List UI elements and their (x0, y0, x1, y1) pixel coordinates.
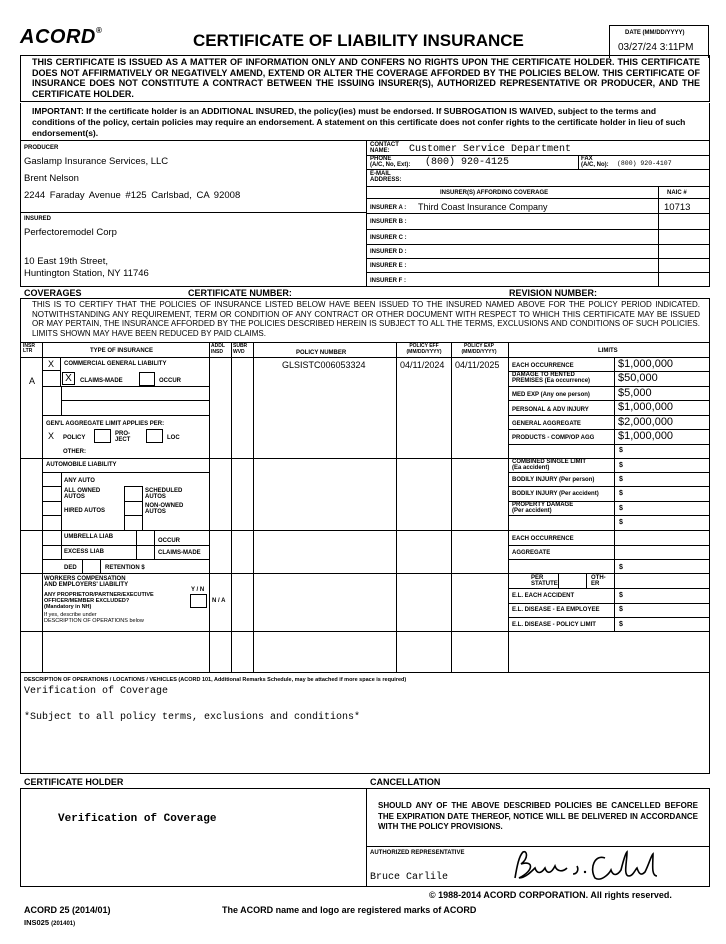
retention-label: RETENTION $ (105, 565, 145, 571)
gl-other-label: OTHER: (63, 449, 86, 455)
gl-personal-adv-label: PERSONAL & ADV INJURY (512, 407, 589, 413)
authorized-rep-name: Bruce Carlile (370, 872, 449, 883)
umbrella-claims-label: CLAIMS-MADE (158, 550, 201, 556)
holder-value: Verification of Coverage (58, 813, 217, 825)
page-title: CERTIFICATE OF LIABILITY INSURANCE (193, 31, 524, 50)
important-text: IMPORTANT: If the certificate holder is an ADDITIONAL INSURED, the policy(ies) must be endorsed. If SUBROGATION IS WAIVED, subject to the terms and conditions of the policy, certain policies may require an endorsement. A statement on this certificate does not confer rights to the certificate holder in lieu of such endorsement(s). (32, 106, 686, 138)
producer-address: 2244 Faraday Avenue #125 Carlsbad, CA 92008 (24, 190, 241, 201)
gl-occur-checkbox[interactable] (139, 372, 155, 386)
excess-label: EXCESS LIAB (64, 549, 105, 555)
description-label: DESCRIPTION OF OPERATIONS / LOCATIONS / VEHICLES (ACORD 101, Additional Remarks Schedule, may be attached if more space is required) (24, 677, 407, 683)
revision-number-label: REVISION NUMBER: (509, 288, 598, 298)
insurers-header: INSURER(S) AFFORDING COVERAGE (440, 190, 549, 196)
gl-policy-label: POLICY (63, 435, 86, 441)
certificate-number-label: CERTIFICATE NUMBER: (188, 288, 292, 298)
auto-non-owned-label: NON-OWNED AUTOS (145, 503, 184, 515)
addl-header: ADDL INSD (211, 343, 225, 355)
insured-address-1: 10 East 19th Street, (24, 256, 108, 267)
auto-bi-accident-label: BODILY INJURY (Per accident) (512, 491, 599, 497)
gl-med-exp-value: $5,000 (618, 387, 652, 399)
auto-extra-value: $ (619, 519, 623, 526)
authorized-rep-label: AUTHORIZED REPRESENTATIVE (370, 850, 465, 856)
cancellation-label: CANCELLATION (370, 777, 441, 787)
gl-general-aggregate-value: $2,000,000 (618, 416, 674, 428)
ins-code: INS025 (201401) (24, 918, 76, 927)
auto-title: AUTOMOBILE LIABILITY (46, 462, 117, 468)
auto-hired-label: HIRED AUTOS (64, 508, 106, 514)
phone-label: PHONE (A/C, No, Ext): (370, 156, 411, 168)
wc-excluded-checkbox[interactable] (190, 594, 207, 608)
umbrella-occur-label: OCCUR (158, 538, 180, 544)
insr-ltr-header: INSR LTR (23, 343, 35, 354)
wc-yn-label: Y / N (191, 587, 205, 593)
gl-personal-adv-value: $1,000,000 (618, 401, 674, 413)
umbrella-extra-value: $ (619, 564, 623, 571)
insurer-a-naic: 10713 (664, 202, 691, 213)
registered-marks: The ACORD name and logo are registered marks of ACORD (222, 905, 477, 915)
insurer-d-label: INSURER D : (370, 249, 407, 255)
auto-any-label: ANY AUTO (64, 478, 95, 484)
gl-eff-date: 04/11/2024 (400, 360, 445, 370)
auto-scheduled-label: SCHEDULED AUTOS (145, 488, 183, 500)
form-number: ACORD 25 (2014/01) (24, 905, 111, 915)
wc-question: ANY PROPRIETOR/PARTNER/EXECUTIVE OFFICER/MEMBER EXCLUDED? (Mandatory in NH) If yes, describe under DESCRIPTION OF OPERATIONS below (44, 592, 154, 625)
gl-occur-label: OCCUR (159, 378, 181, 384)
gl-policy-check[interactable]: X (48, 431, 55, 441)
gl-aggregate-label: GEN'L AGGREGATE LIMIT APPLIES PER: (46, 421, 165, 427)
wc-title: WORKERS COMPENSATION AND EMPLOYERS' LIABILITY (44, 576, 129, 588)
contact-name-label: CONTACT NAME: (370, 142, 399, 154)
naic-label: NAIC # (667, 190, 687, 196)
insurer-a-label: INSURER A : (370, 205, 407, 211)
wc-per-statute: PER STATUTE (531, 575, 558, 587)
gl-extra-value: $ (619, 447, 623, 454)
umbrella-occurrence-label: EACH OCCURRENCE (512, 536, 574, 542)
umbrella-aggregate-label: AGGREGATE (512, 550, 551, 556)
insurer-c-label: INSURER C : (370, 235, 407, 241)
wc-na: N / A (212, 598, 226, 604)
auto-owned-label: ALL OWNED AUTOS (64, 488, 101, 500)
producer-name: Gaslamp Insurance Services, LLC (24, 156, 169, 167)
insured-address-2: Huntington Station, NY 11746 (24, 268, 149, 279)
date-label: DATE (MM/DD/YYYY) (625, 30, 685, 36)
eff-header: POLICY EFF (MM/DD/YYYY) (406, 343, 442, 355)
auto-bi-person-label: BODILY INJURY (Per person) (512, 477, 595, 483)
subr-header: SUBR WVD (233, 343, 248, 355)
gl-med-exp-label: MED EXP (Any one person) (512, 392, 590, 398)
copyright: © 1988-2014 ACORD CORPORATION. All rights reserved. (429, 890, 672, 900)
gl-title: COMMERCIAL GENERAL LIABILITY (64, 361, 167, 367)
gl-loc-label: LOC (167, 435, 180, 441)
gl-project-checkbox[interactable] (94, 429, 111, 443)
gl-damage-rented-value: $50,000 (618, 372, 658, 384)
wc-disease-policy-value: $ (619, 621, 623, 628)
producer-label: PRODUCER (24, 145, 59, 151)
gl-exp-date: 04/11/2025 (455, 360, 500, 370)
gl-each-occurrence-value: $1,000,000 (618, 358, 674, 370)
insurer-f-label: INSURER F : (370, 278, 406, 284)
certificate-holder-label: CERTIFICATE HOLDER (24, 777, 124, 787)
signature-image (505, 848, 665, 886)
notice-text: THIS CERTIFICATE IS ISSUED AS A MATTER OF INFORMATION ONLY AND CONFERS NO RIGHTS UPON THE CERTIFICATE HOLDER. THIS CERTIFICATE DOES NOT AFFIRMATIVELY OR NEGATIVELY AMEND, EXTEND OR ALTER THE COVERAGE AFFORDED BY THE POLICIES BELOW. THIS CERTIFICATE OF INSURANCE DOES NOT CONSTITUTE A CONTRACT BETWEEN THE ISSUING INSURER(S), AUTHORIZED REPRESENTATIVE OR PRODUCER, AND THE CERTIFICATE HOLDER. (32, 57, 700, 99)
gl-loc-checkbox[interactable] (146, 429, 163, 443)
gl-policy-number: GLSISTC006053324 (282, 360, 366, 370)
auto-bi-person-value: $ (619, 476, 623, 483)
wc-disease-employee-value: $ (619, 606, 623, 613)
coverages-text: THIS IS TO CERTIFY THAT THE POLICIES OF INSURANCE LISTED BELOW HAVE BEEN ISSUED TO THE INSURED NAMED ABOVE FOR THE POLICY PERIOD INDICATED. NOTWITHSTANDING ANY REQUIREMENT, TERM OR CONDITION OF ANY CONTRACT OR OTHER DOCUMENT WITH RESPECT TO WHICH THIS CERTIFICATE MAY BE ISSUED OR MAY PERTAIN, THE INSURANCE AFFORDED BY THE POLICIES DESCRIBED HEREIN IS SUBJECT TO ALL THE TERMS, EXCLUSIONS AND CONDITIONS OF SUCH POLICIES. LIMITS SHOWN MAY HAVE BEEN REDUCED BY PAID CLAIMS. (32, 300, 700, 339)
description-line-2: *Subject to all policy terms, exclusions and conditions* (24, 712, 361, 723)
auto-pd-label: PROPERTY DAMAGE (Per accident) (512, 502, 574, 514)
wc-disease-employee-label: E.L. DISEASE - EA EMPLOYEE (512, 607, 600, 613)
acord-logo: ACORD® (20, 26, 103, 48)
insured-name: Perfectoremodel Corp (24, 227, 117, 238)
fax-value: (800) 920-4107 (617, 160, 672, 167)
umbrella-label: UMBRELLA LIAB (64, 534, 114, 540)
phone-value: (800) 920-4125 (425, 157, 510, 168)
gl-claims-made-label: CLAIMS-MADE (80, 378, 123, 384)
insured-label: INSURED (24, 216, 52, 222)
auto-csl-value: $ (619, 462, 623, 469)
gl-claims-made-checkbox[interactable]: X (62, 372, 75, 385)
gl-each-occurrence-label: EACH OCCURRENCE (512, 363, 574, 369)
gl-insurer-letter: A (29, 376, 36, 386)
wc-each-accident-value: $ (619, 592, 623, 599)
auto-bi-accident-value: $ (619, 490, 623, 497)
gl-general-aggregate-label: GENERAL AGGREGATE (512, 421, 581, 427)
insurer-a-name: Third Coast Insurance Company (418, 202, 548, 212)
coverages-label: COVERAGES (24, 288, 82, 298)
insurer-b-label: INSURER B : (370, 219, 407, 225)
producer-contact-person: Brent Nelson (24, 173, 79, 184)
contact-name: Customer Service Department (409, 144, 572, 155)
insurer-e-label: INSURER E : (370, 263, 407, 269)
wc-other: OTH- ER (591, 575, 606, 587)
fax-label: FAX (A/C, No): (581, 156, 609, 168)
limits-header: LIMITS (598, 348, 618, 354)
wc-disease-policy-label: E.L. DISEASE - POLICY LIMIT (512, 622, 596, 628)
auto-csl-label: COMBINED SINGLE LIMIT (Ea accident) (512, 459, 586, 471)
gl-claims-check-cell (43, 371, 61, 386)
exp-header: POLICY EXP (MM/DD/YYYY) (461, 343, 497, 355)
gl-damage-rented-label: DAMAGE TO RENTED PREMISES (Ea occurrence) (512, 372, 591, 384)
date-value: 03/27/24 3:11PM (618, 42, 694, 53)
wc-each-accident-label: E.L. EACH ACCIDENT (512, 593, 575, 599)
description-line-1: Verification of Coverage (24, 686, 169, 697)
email-label: E-MAIL ADDRESS: (370, 171, 402, 183)
policy-number-header: POLICY NUMBER (296, 350, 347, 356)
gl-products-value: $1,000,000 (618, 430, 674, 442)
gl-commercial-check[interactable]: X (48, 359, 55, 369)
gl-project-label: PRO- JECT (115, 431, 131, 443)
gl-products-label: PRODUCTS - COMP/OP AGG (512, 435, 595, 441)
type-header: TYPE OF INSURANCE (90, 348, 154, 354)
cancellation-text: SHOULD ANY OF THE ABOVE DESCRIBED POLICIES BE CANCELLED BEFORE THE EXPIRATION DATE THEREOF, NOTICE WILL BE DELIVERED IN ACCORDANCE WITH THE POLICY PROVISIONS. (378, 801, 698, 831)
auto-pd-value: $ (619, 505, 623, 512)
ded-label: DED (64, 565, 77, 571)
